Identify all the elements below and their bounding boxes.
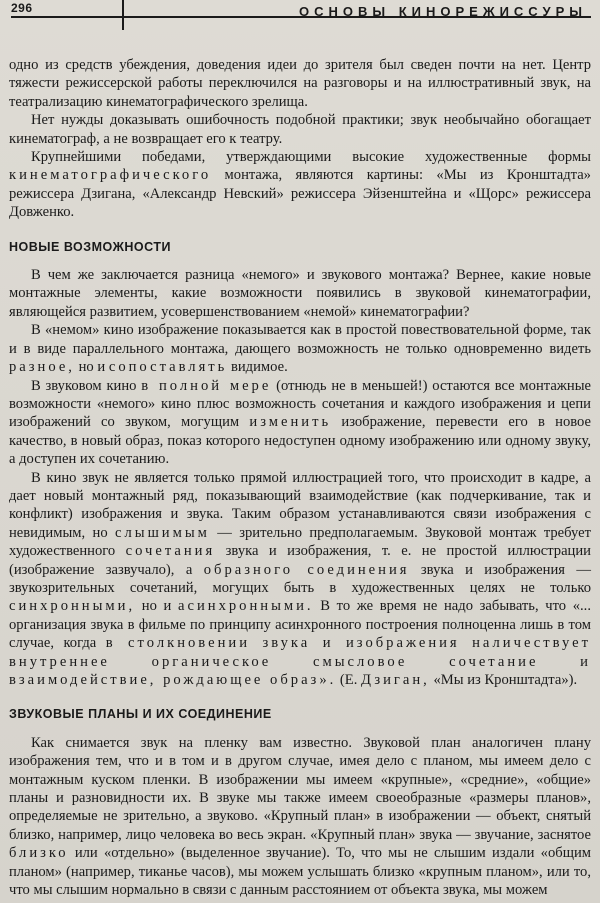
text-run: В звуковом кино	[31, 377, 137, 394]
spaced-text: близко	[9, 845, 69, 862]
spaced-text: Дзиган,	[361, 672, 430, 688]
text-run: (отнюдь не в меньшей!) остаются все монтажные возможности «немого» кино плюс возможность сочетания и каждого изображения и цепи изображений со звуком, могущим	[9, 377, 591, 431]
text-run: изображение, перевести его в новое качество, в новый образ, показ которого недоступен одному изображению или одному звуку, а доступен их сочетанию.	[9, 414, 592, 468]
spaced-text: в полной мере	[141, 377, 272, 394]
paragraph	[9, 321, 591, 376]
spaced-text: слышимым	[115, 524, 210, 541]
spaced-text: сочетания	[125, 543, 216, 560]
text-run: Как снимается звук на пленку вам известно. Звуковой план аналогичен плану изображения тем, что и в том и в другом случае, имея дело с планом, мы имеем дело с монтажным куском пленки. В изображении мы имеем «крупные», «средние», «общие» планы и разновидности их. В звуке мы также имеем своеобразные «размеры планов», определяемые не зрительно, а звуково. «Крупный план» в изображении — объект, снятый близко, например, лицо человека во весь экран. «Крупный план» звука — звучание, заснятое	[9, 734, 591, 843]
page-content	[9, 56, 591, 899]
spaced-text: кинематографического	[9, 167, 212, 184]
spaced-text: синхронными,	[9, 598, 136, 615]
text-run: или «отдельно» (выделенное звучание). То, что мы не слышим издали «общим планом» (например, тиканье часов), мы можем услышать близко «крупным планом», или то, что мы слышим нормально в связи с данным расстоянием от объекта звука, мы можем	[9, 845, 591, 899]
section-heading: ЗВУКОВЫЕ ПЛАНЫ И ИХ СОЕДИНЕНИЕ	[9, 707, 272, 722]
text-run: звука и изображения, т. е. не простой иллюстрации (изображение зазвучало), а	[9, 543, 591, 578]
text-run: (Е.	[339, 672, 358, 688]
paragraph: Нет нужды доказывать ошибочность подобной практики; звук необычайно обогащает кинематограф, а не возвращает его к театру.	[9, 112, 591, 147]
spaced-text: образного соединения	[203, 561, 410, 578]
text-run: В то же время не надо забывать, что «... организация звука в фильме по принципу асинхронного построения полноценна лишь в том случае, когда	[9, 598, 591, 652]
text-run: видимое.	[230, 359, 288, 376]
paragraph	[9, 377, 591, 469]
text-run: но и	[78, 359, 106, 376]
text-run: В «немом» кино изображение показывается как в простой повествовательной форме, так и в виде параллельного монтажа, дающего возможность не только одновременно видеть	[9, 322, 591, 357]
text-run: но и	[141, 598, 172, 615]
spaced-text: в столкновении звука и изображения наличествует внутреннее органическое смысловое сочетание и взаимодействие, рождающее образ».	[9, 635, 591, 688]
text-run: — зрительно предполагаемым. Звуковой монтаж требует художественного	[9, 524, 591, 560]
spaced-text: сопоставлять	[108, 359, 228, 376]
text-run: Крупнейшими победами, утверждающими высокие художественные формы	[31, 149, 591, 166]
text-run: звука и изображения — звукозрительных сочетаний, могущих быть в художественных целях не только	[9, 561, 591, 596]
text-run: «Мы из Кронштадта»).	[433, 672, 578, 688]
spaced-text: разное,	[9, 359, 75, 376]
paragraph: одно из средств убеждения, доведения идеи до зрителя был сведен почти на нет. Центр тяжести режиссерской работы переключился на разговоры и на иллюстративный звук, на театрализацию кинематографического зрелища.	[9, 57, 591, 110]
page-number: 296	[11, 1, 33, 15]
paragraph	[9, 148, 591, 222]
paragraph: В чем же заключается разница «немого» и звукового монтажа? Вернее, какие новые монтажные элементы, какие возможности появились в звуковой кинематографии, являющейся развитием, усовершенствованием «немой» кинематографии?	[9, 267, 591, 320]
text-run: В кино звук не является только прямой иллюстрацией того, что происходит в кадре, а дает новый монтажный ряд, показывающий взаимодействие (как подчеркивание, так и конфликт) изображения и звука. Таким образом устанавливаются связи изображения с невидимым, но	[9, 469, 591, 541]
spaced-text: асинхронными.	[178, 598, 314, 615]
section-heading: НОВЫЕ ВОЗМОЖНОСТИ	[9, 239, 171, 254]
header-divider	[122, 0, 124, 30]
spaced-text: изменить	[249, 414, 332, 431]
text-run: монтажа, являются картины: «Мы из Кронштадта» режиссера Дзигана, «Александр Невский» режиссера Эйзенштейна и «Щорс» режиссера Довженко.	[9, 167, 591, 221]
paragraph	[9, 469, 591, 690]
running-title: ОСНОВЫ КИНОРЕЖИССУРЫ	[298, 4, 587, 19]
page-header	[9, 0, 591, 38]
paragraph	[9, 734, 591, 900]
